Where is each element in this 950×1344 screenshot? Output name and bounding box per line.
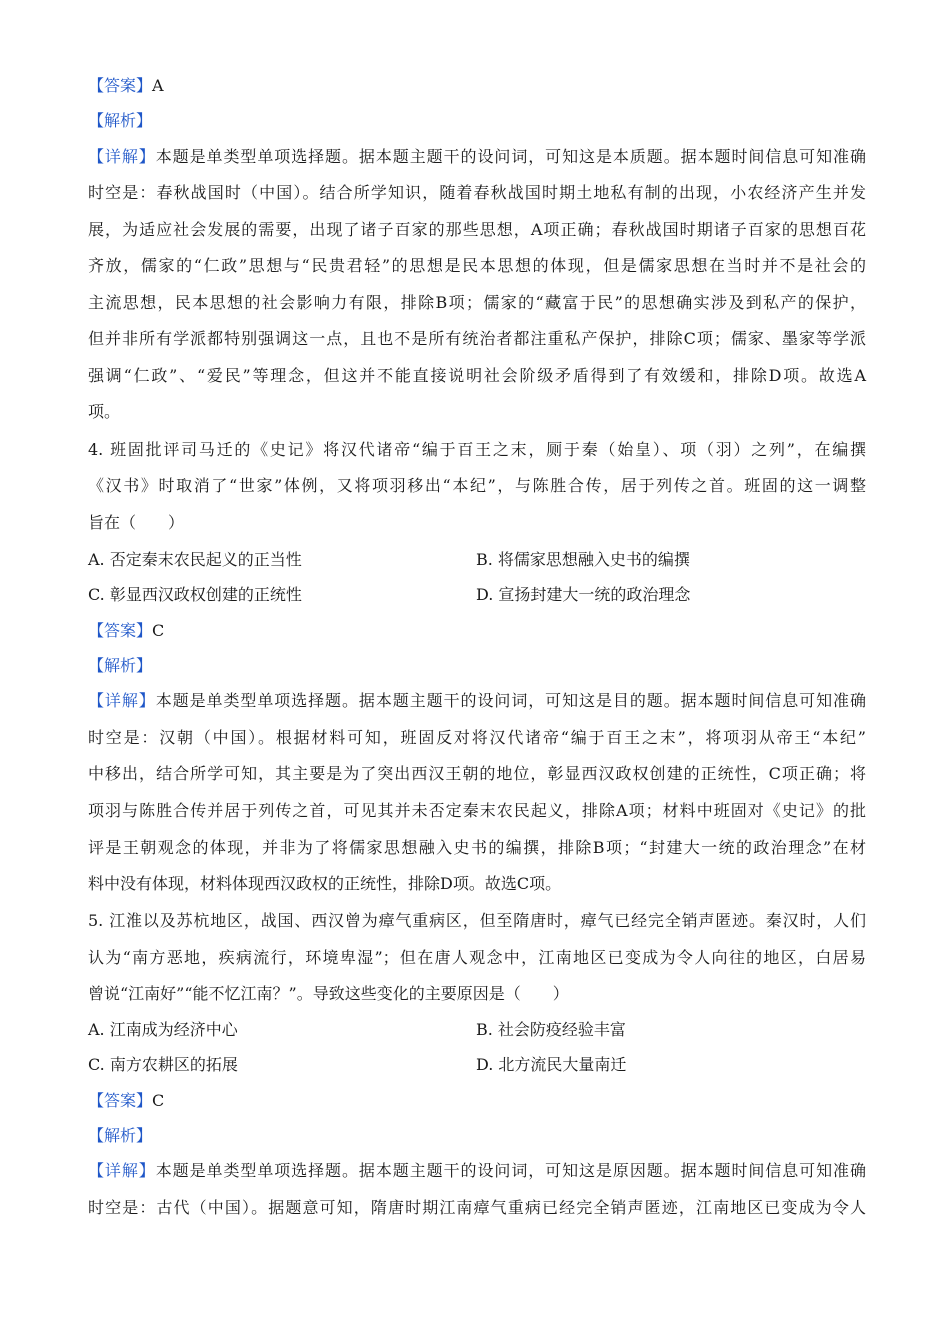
q4-answer: C: [152, 621, 165, 640]
q3-detail-line: 但并非所有学派都特别强调这一点，且也不是所有统治者都注重私产保护，排除C项；儒家、墨家等学派: [88, 329, 866, 348]
q5-option-b: B. 社会防疫经验丰富: [476, 1020, 626, 1039]
analysis-tag: 【解析】: [88, 1126, 153, 1145]
answer-tag: 【答案】: [88, 1091, 153, 1110]
q3-detail-line: 项。: [88, 402, 121, 421]
q5-stem-line: 认为“南方恶地，疾病流行，环境卑湿”；但在唐人观念中，江南地区已变成为令人向往的地区，白居易: [88, 948, 866, 967]
detail-tag: 【详解】: [88, 1161, 156, 1180]
analysis-tag: 【解析】: [88, 656, 153, 675]
q5-option-a: A. 江南成为经济中心: [88, 1020, 238, 1039]
q3-answer-line: [88, 74, 164, 98]
q3-answer: A: [152, 76, 164, 95]
q4-option-c: C. 彰显西汉政权创建的正统性: [88, 585, 302, 604]
q4-detail-line: 中移出，结合所学可知，其主要是为了突出西汉王朝的地位，彰显西汉政权创建的正统性，C项正确；将: [88, 764, 866, 783]
answer-tag: 【答案】: [88, 76, 153, 95]
q3-detail-line: 【详解】本题是单类型单项选择题。据本题主题干的设问词，可知这是本质题。据本题时间信息可知准确: [88, 147, 866, 166]
q5-answer-line: [88, 1089, 164, 1113]
q4-option-d: D. 宣扬封建大一统的政治理念: [476, 585, 691, 604]
detail-tag: 【详解】: [88, 691, 156, 710]
q4-answer-line: [88, 619, 164, 643]
q5-detail-line: 时空是：古代（中国）。据题意可知，隋唐时期江南瘴气重病已经完全销声匿迹，江南地区已变成为令人: [88, 1198, 866, 1217]
q3-detail-line: 展，为适应社会发展的需要，出现了诸子百家的那些思想，A项正确；春秋战国时期诸子百家的思想百花: [88, 220, 866, 239]
q3-detail-line: 齐放，儒家的“仁政”思想与“民贵君轻”的思想是民本思想的体现，但是儒家思想在当时并不是社会的: [88, 256, 866, 275]
q4-analysis-line: [88, 654, 152, 678]
q5-stem-line: 曾说“江南好”“能不忆江南？”。导致这些变化的主要原因是（ ）: [88, 984, 569, 1003]
q5-option-c: C. 南方农耕区的拓展: [88, 1055, 238, 1074]
q4-detail-line: 时空是：汉朝（中国）。根据材料可知，班固反对将汉代诸帝“编于百王之末”，将项羽从帝王“本纪”: [88, 728, 866, 747]
q3-detail-line: 主流思想，民本思想的社会影响力有限，排除B项；儒家的“藏富于民”的思想确实涉及到私产的保护，: [88, 293, 866, 312]
q4-stem-line: 旨在（ ）: [88, 513, 185, 532]
q4-detail-line: 【详解】本题是单类型单项选择题。据本题主题干的设问词，可知这是目的题。据本题时间信息可知准确: [88, 691, 866, 710]
q4-stem-line: 《汉书》时取消了“世家”体例，又将项羽移出“本纪”，与陈胜合传，居于列传之首。班固的这一调整: [88, 476, 866, 495]
detail-tag: 【详解】: [88, 147, 156, 166]
q4-detail-line: 评是王朝观念的体现，并非为了将儒家思想融入史书的编撰，排除B项；“封建大一统的政治理念”在材: [88, 838, 866, 857]
q5-option-d: D. 北方流民大量南迁: [476, 1055, 627, 1074]
q5-answer: C: [152, 1091, 165, 1110]
analysis-tag: 【解析】: [88, 111, 153, 130]
q5-stem-line: 5. 江淮以及苏杭地区，战国、西汉曾为瘴气重病区，但至隋唐时，瘴气已经完全销声匿迹。秦汉时，人们: [88, 911, 866, 930]
q4-stem-line: 4. 班固批评司马迁的《史记》将汉代诸帝“编于百王之末，厕于秦（始皇）、项（羽）之列”，在编撰: [88, 440, 866, 459]
q5-detail-line: 【详解】本题是单类型单项选择题。据本题主题干的设问词，可知这是原因题。据本题时间信息可知准确: [88, 1161, 866, 1180]
q4-detail-line: 项羽与陈胜合传并居于列传之首，可见其并未否定秦末农民起义，排除A项；材料中班固对《史记》的批: [88, 801, 866, 820]
q3-analysis-line: [88, 109, 152, 133]
answer-tag: 【答案】: [88, 621, 153, 640]
q4-option-a: A. 否定秦末农民起义的正当性: [88, 550, 302, 569]
q3-detail-line: 强调“仁政”、“爱民”等理念，但这并不能直接说明社会阶级矛盾得到了有效缓和，排除D项。故选A: [88, 366, 866, 385]
q5-analysis-line: [88, 1124, 152, 1148]
q4-option-b: B. 将儒家思想融入史书的编撰: [476, 550, 690, 569]
q4-detail-line: 料中没有体现，材料体现西汉政权的正统性，排除D项。故选C项。: [88, 874, 562, 893]
q3-detail-line: 时空是：春秋战国时（中国）。结合所学知识，随着春秋战国时期土地私有制的出现，小农经济产生并发: [88, 183, 866, 202]
